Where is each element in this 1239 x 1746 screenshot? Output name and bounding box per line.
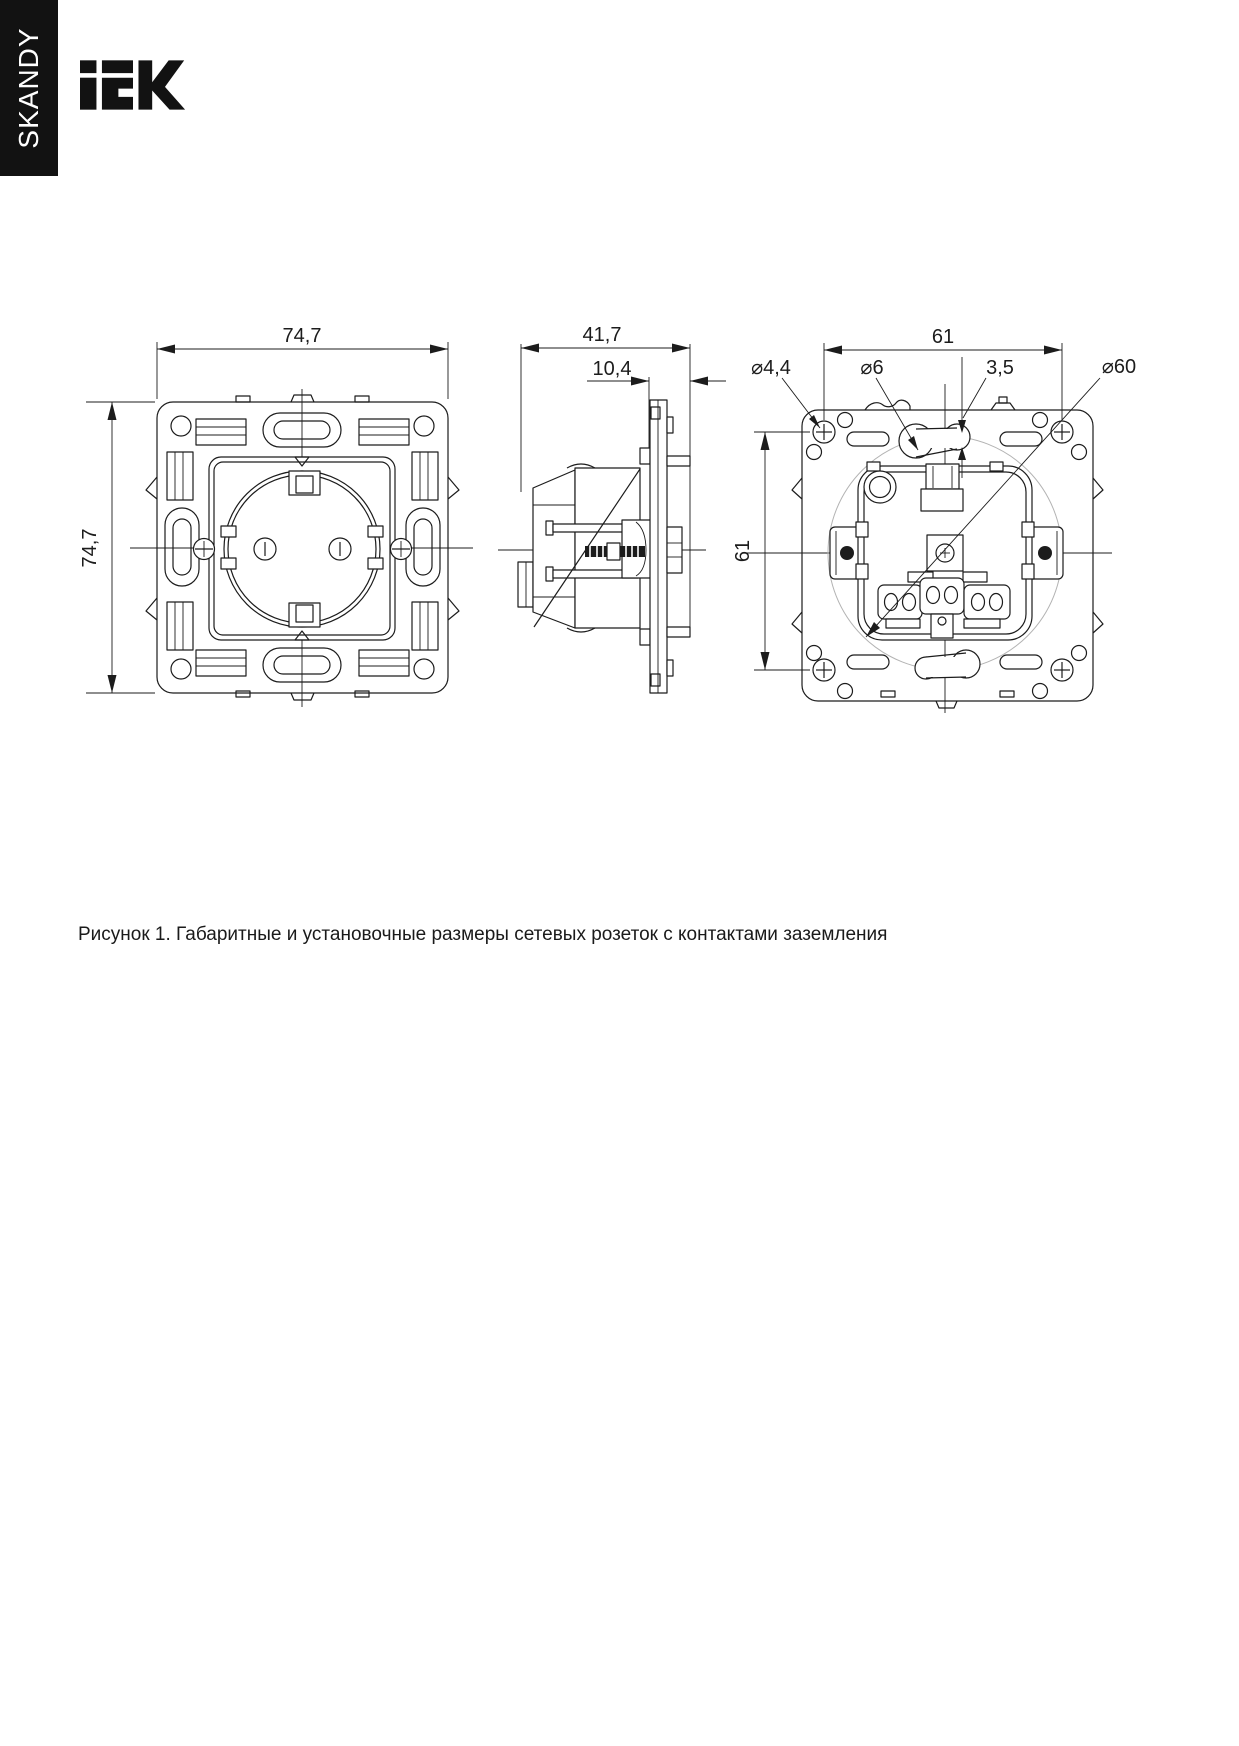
back-view-drawing xyxy=(732,326,1136,713)
dim-label-slot-diameter: ⌀6 xyxy=(860,357,884,379)
dim-label-claw-gap: 3,5 xyxy=(986,357,1014,379)
dim-label-side-offset: 10,4 xyxy=(592,358,632,380)
dim-label-mounting-circle: ⌀60 xyxy=(1101,356,1137,378)
side-socket-body xyxy=(518,464,664,632)
front-view-drawing xyxy=(79,325,473,707)
dim-label-fixing-hole: ⌀4,4 xyxy=(751,357,791,379)
figure-caption: Рисунок 1. Габаритные и установочные размеры сетевых розеток с контактами заземления xyxy=(78,924,888,945)
dim-label-side-depth: 41,7 xyxy=(582,324,622,346)
front-socket-face xyxy=(194,457,412,640)
back-mechanism xyxy=(856,462,1034,640)
dim-label-front-width: 74,7 xyxy=(282,325,322,347)
dim-label-back-v-spacing: 61 xyxy=(732,539,754,563)
dim-label-back-h-spacing: 61 xyxy=(931,326,955,348)
back-bottom-slot xyxy=(915,650,980,679)
center-claw-screw xyxy=(927,535,963,571)
side-view-drawing xyxy=(498,324,726,693)
series-label: SKANDY xyxy=(13,27,44,149)
side-dimensions xyxy=(521,324,726,386)
dim-label-front-height: 74,7 xyxy=(79,528,101,568)
